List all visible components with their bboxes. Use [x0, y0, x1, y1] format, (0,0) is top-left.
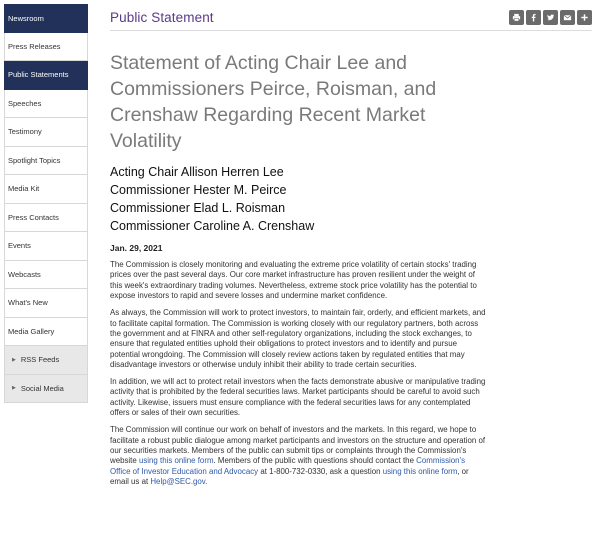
sidebar-item-webcasts[interactable]: Webcasts	[4, 261, 88, 290]
sidebar-item-whats-new[interactable]: What's New	[4, 289, 88, 318]
statement-paragraph	[110, 425, 486, 487]
triangle-right-icon: ▶	[12, 385, 16, 392]
paragraph-text: . Members of the public with questions should contact the	[213, 456, 417, 466]
statement-paragraph: The Commission is closely monitoring and evaluating the extreme price volatility of certain stocks' trading prices over the past several days. Our core market infrastructure has proven resilient under the weight of this week's extraordinary trading volumes. Nevertheless, extreme stock price volatility has the potential to expose investors to rapid and severe losses and undermine market confidence.	[110, 260, 477, 301]
author-name: Commissioner Caroline A. Crenshaw	[110, 219, 315, 233]
page-title: Public Statement	[110, 10, 214, 25]
statement-date: Jan. 29, 2021	[110, 243, 163, 253]
twitter-icon[interactable]	[543, 10, 558, 25]
sidebar-item-press-contacts[interactable]: Press Contacts	[4, 204, 88, 233]
sidebar-item-press-releases[interactable]: Press Releases	[4, 33, 88, 62]
sidebar-item-media-kit[interactable]: Media Kit	[4, 175, 88, 204]
statement-paragraph: In addition, we will act to protect retail investors when the facts demonstrate abusive or manipulative trading activity that is prohibited by the federal securities laws. Market participants should be careful to avoid such activity. Likewise, issuers must ensure compliance with the federal securities laws for any contemplated offers or sales of their own securities.	[110, 377, 486, 418]
header-divider	[110, 30, 592, 31]
sidebar-nav	[4, 4, 88, 403]
investor-education-link[interactable]: Commission's Office of Investor Education and Advocacy	[110, 456, 466, 476]
sidebar-item-public-statements[interactable]: Public Statements	[4, 61, 88, 90]
author-name: Commissioner Hester M. Peirce	[110, 183, 287, 197]
sidebar-item-media-gallery[interactable]: Media Gallery	[4, 318, 88, 347]
plus-icon[interactable]	[577, 10, 592, 25]
triangle-right-icon: ▶	[12, 356, 16, 363]
ask-question-form-link[interactable]: using this online form	[382, 466, 458, 476]
sidebar-item-rss-feeds[interactable]	[4, 346, 88, 375]
sidebar-item-events[interactable]: Events	[4, 232, 88, 261]
sidebar-item-label: RSS Feeds	[20, 355, 60, 365]
sidebar-item-testimony[interactable]: Testimony	[4, 118, 88, 147]
email-icon[interactable]	[560, 10, 575, 25]
sidebar-item-spotlight-topics[interactable]: Spotlight Topics	[4, 147, 88, 176]
author-name: Acting Chair Allison Herren Lee	[110, 165, 284, 179]
statement-paragraph: As always, the Commission will work to protect investors, to maintain fair, orderly, and efficient markets, and to facilitate capital formation. The Commission is working closely with our regulatory partners, both across the government and at FINRA and other self-regulatory organizations, including the stock exchanges, to ensure that regulated entities uphold their obligations to protect investors and to identify and pursue potential wrongdoing. The Commission will closely review actions taken by regulated entities that may disadvantage investors or otherwise unduly inhibit their ability to trade certain securities.	[110, 308, 486, 370]
sidebar-item-newsroom[interactable]: Newsroom	[4, 4, 88, 33]
sidebar-item-label: Social Media	[20, 383, 64, 393]
paragraph-text: The Commission will continue our work on behalf of investors and the markets. In this regard, we hope to facilitate a robust public dialogue among market participants and investors on the structure and operation of our securities markets. Members of the public can submit tips or complaints through the Commission's website	[110, 425, 486, 466]
sidebar-item-social-media[interactable]	[4, 375, 88, 404]
author-name: Commissioner Elad L. Roisman	[110, 201, 286, 215]
statement-headline: Statement of Acting Chair Lee and Commissioners Peirce, Roisman, and Crenshaw Regarding Recent Market Volatility	[110, 52, 437, 152]
paragraph-text: , or email us at	[110, 466, 469, 487]
statement-content	[110, 50, 486, 494]
help-email-link[interactable]: Help@SEC.gov	[150, 477, 206, 487]
paragraph-text: at 1-800-732-0330, ask a question	[258, 466, 383, 476]
facebook-icon[interactable]	[526, 10, 541, 25]
sidebar-item-speeches[interactable]: Speeches	[4, 90, 88, 119]
online-form-link[interactable]: using this online form	[138, 456, 214, 466]
author-list	[110, 163, 486, 235]
share-toolbar	[509, 10, 592, 25]
print-icon[interactable]	[509, 10, 524, 25]
paragraph-text: .	[205, 477, 208, 487]
